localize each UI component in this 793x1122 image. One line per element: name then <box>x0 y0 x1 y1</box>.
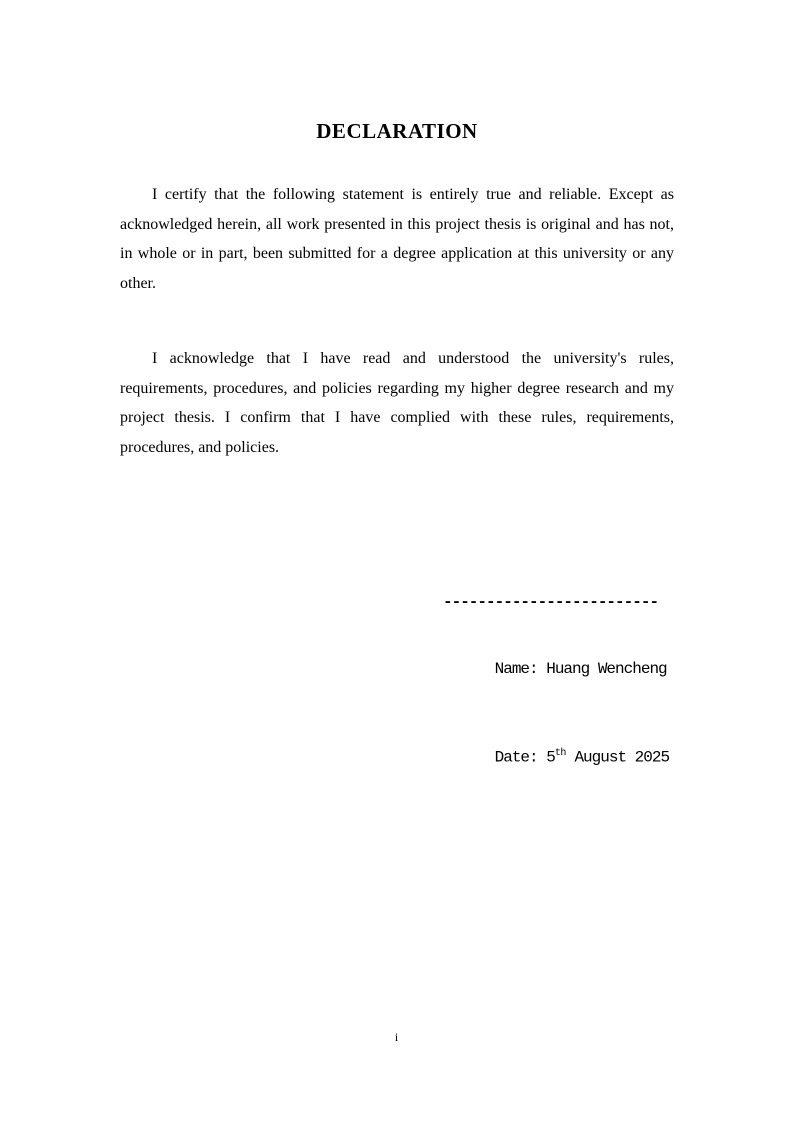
page-number: i <box>394 1030 399 1044</box>
signature-dash-line: ------------------------- <box>443 593 659 611</box>
name-label: Name: <box>494 660 547 678</box>
declaration-paragraph-1: I certify that the following statement is entirely true and reliable. Except as acknowledged herein, all work presented in this project thesis is original and has not, in whole or in part, been submitted for a degree application at this university or any other. <box>120 186 674 292</box>
declaration-paragraph-2: I acknowledge that I have read and understood the university's rules, requirements, procedures, and policies regarding my higher degree research and my project thesis. I confirm that I have complied with these rules, requirements, procedures, and policies. <box>120 350 674 456</box>
page-title: DECLARATION <box>316 119 478 143</box>
signature-block <box>443 592 674 790</box>
signature-name-row <box>443 636 674 702</box>
name-value: Huang Wencheng <box>546 660 667 678</box>
date-ordinal-superscript: th <box>554 748 566 759</box>
signature-date-row <box>443 721 674 790</box>
date-rest: August 2025 <box>565 748 670 767</box>
date-day: 5 <box>546 748 555 767</box>
date-label: Date: <box>494 748 547 767</box>
